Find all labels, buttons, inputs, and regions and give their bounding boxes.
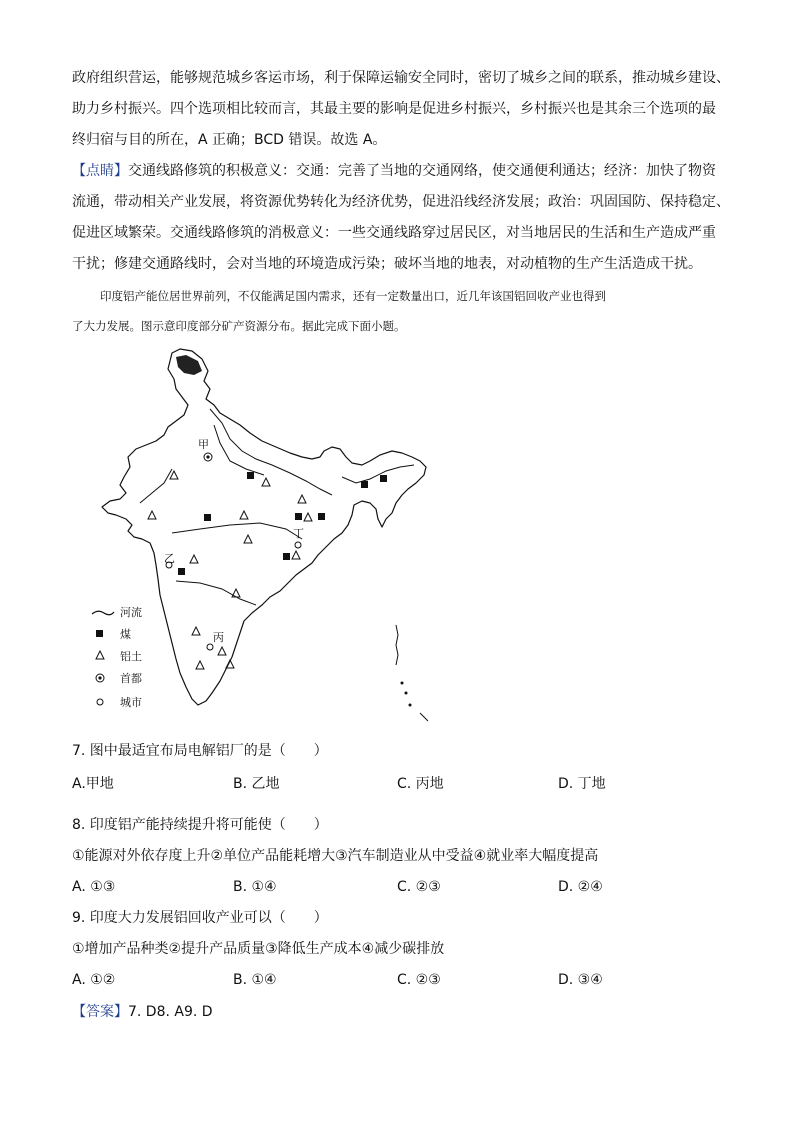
- coal-symbol: [247, 472, 254, 479]
- intro-line-1: 印度铝产能位居世界前列，不仅能满足国内需求，还有一定数量出口，近几年该国铝回收产业也得到: [100, 289, 606, 303]
- andaman-islands: [396, 625, 398, 665]
- legend-coal-label: 煤: [120, 628, 131, 641]
- legend-city-icon: [97, 699, 103, 705]
- legend-river-label: 河流: [120, 606, 142, 619]
- map-legend: [92, 605, 142, 709]
- question-7-stem: 7. 图中最适宜布局电解铝厂的是（ ）: [72, 743, 328, 759]
- coal-symbol: [380, 475, 387, 482]
- question-9-option-d[interactable]: D. ③④: [558, 972, 603, 988]
- question-7-option-d[interactable]: D. 丁地: [558, 776, 606, 792]
- river-west: [140, 469, 172, 503]
- bauxite-symbol: [262, 478, 270, 486]
- legend-bauxite-icon: [96, 651, 104, 659]
- river-brahmaputra: [342, 465, 414, 483]
- capital-symbol-inner: [206, 455, 209, 458]
- question-9-option-c[interactable]: C. ②③: [397, 972, 441, 988]
- answer-tag: 【答案】: [72, 1004, 128, 1020]
- legend-bauxite-label: 铝土: [120, 650, 142, 663]
- dianjing-line-2: 流通，带动相关产业发展，将资源优势转化为经济优势，促进沿线经济发展；政治：巩固国防、保持稳定、: [72, 194, 730, 210]
- legend-river-icon: [92, 611, 114, 615]
- dianjing-line-3: 促进区域繁荣。交通线路修筑的消极意义：一些交通线路穿过居民区，对当地居民的生活和生产造成严重: [72, 225, 716, 241]
- question-8-stem: 8. 印度铝产能持续提升将可能使（ ）: [72, 817, 328, 833]
- bauxite-symbol: [170, 471, 178, 479]
- river-ganges: [210, 409, 332, 495]
- question-8-option-b[interactable]: B. ①④: [233, 879, 277, 895]
- legend-capital-icon-inner: [98, 676, 101, 679]
- bauxite-symbol: [240, 511, 248, 519]
- river-south: [176, 581, 256, 605]
- map-label-bing: 丙: [213, 631, 224, 644]
- nicobar-island-1: [401, 682, 404, 685]
- question-9-statements: ①增加产品种类②提升产品质量③降低生产成本④减少碳排放: [72, 941, 445, 957]
- dianjing-text-1: 交通线路修筑的积极意义：交通：完善了当地的交通网络，使交通便利通达；经济：加快了物资: [128, 163, 716, 179]
- question-8-option-d[interactable]: D. ②④: [558, 879, 603, 895]
- dianjing-tag: 【点睛】: [72, 163, 128, 179]
- paragraph-line-2: 助力乡村振兴。四个选项相比较而言，其最主要的影响是促进乡村振兴，乡村振兴也是其余三个选项的最: [72, 101, 716, 117]
- bauxite-symbol: [196, 661, 204, 669]
- bauxite-symbol: [292, 551, 300, 559]
- question-7-option-a[interactable]: A.甲地: [72, 776, 114, 792]
- coal-symbol: [204, 514, 211, 521]
- legend-coal-icon: [96, 630, 103, 637]
- city-symbol-ding: [295, 542, 301, 548]
- bauxite-symbol: [148, 511, 156, 519]
- dianjing-line-4: 干扰；修建交通路线时，会对当地的环境造成污染；破坏当地的地表，对动植物的生产生活造成干扰。: [72, 256, 702, 272]
- coal-symbol: [318, 513, 325, 520]
- kashmir-region: [176, 355, 202, 375]
- nicobar-island-3: [409, 704, 412, 707]
- nicobar-line: [420, 713, 428, 721]
- map-label-yi: 乙: [164, 552, 175, 565]
- coal-symbol: [361, 481, 368, 488]
- nicobar-island-2: [405, 692, 408, 695]
- bauxite-symbols: [148, 471, 312, 669]
- city-symbol-bing: [207, 644, 213, 650]
- paragraph-line-1: 政府组织营运，能够规范城乡客运市场，利于保障运输安全同时，密切了城乡之间的联系，推动城乡建设、: [72, 70, 730, 86]
- question-9-option-a[interactable]: A. ①②: [72, 972, 116, 988]
- bauxite-symbol: [304, 513, 312, 521]
- bauxite-symbol: [192, 627, 200, 635]
- answer-text: 7. D8. A9. D: [128, 1004, 213, 1020]
- question-8-option-c[interactable]: C. ②③: [397, 879, 441, 895]
- india-mineral-map: [80, 343, 440, 728]
- bauxite-symbol: [190, 555, 198, 563]
- answer-line: [72, 1002, 213, 1022]
- dianjing-line-1: [72, 161, 732, 181]
- coal-symbol: [178, 568, 185, 575]
- map-label-ding: 丁: [293, 527, 304, 540]
- question-7-option-c[interactable]: C. 丙地: [397, 776, 444, 792]
- coal-symbol: [295, 513, 302, 520]
- bauxite-symbol: [232, 589, 240, 597]
- coal-symbol: [283, 553, 290, 560]
- legend-capital-label: 首都: [120, 672, 142, 685]
- paragraph-line-3: 终归宿与目的所在，A 正确；BCD 错误。故选 A。: [72, 132, 387, 148]
- question-8-option-a[interactable]: A. ①③: [72, 879, 116, 895]
- bauxite-symbol: [298, 495, 306, 503]
- river-yamuna: [214, 425, 264, 475]
- bauxite-symbol: [244, 535, 252, 543]
- river-central: [172, 523, 302, 539]
- question-9-stem: 9. 印度大力发展铝回收产业可以（ ）: [72, 910, 328, 926]
- india-outline: [102, 349, 426, 705]
- question-8-statements: ①能源对外依存度上升②单位产品能耗增大③汽车制造业从中受益④就业率大幅度提高: [72, 848, 599, 864]
- map-label-jia: 甲: [198, 438, 209, 451]
- question-9-option-b[interactable]: B. ①④: [233, 972, 277, 988]
- bauxite-symbol: [218, 647, 226, 655]
- question-7-option-b[interactable]: B. 乙地: [233, 776, 280, 792]
- legend-city-label: 城市: [120, 696, 142, 709]
- intro-line-2: 了大力发展。图示意印度部分矿产资源分布。据此完成下面小题。: [72, 319, 406, 333]
